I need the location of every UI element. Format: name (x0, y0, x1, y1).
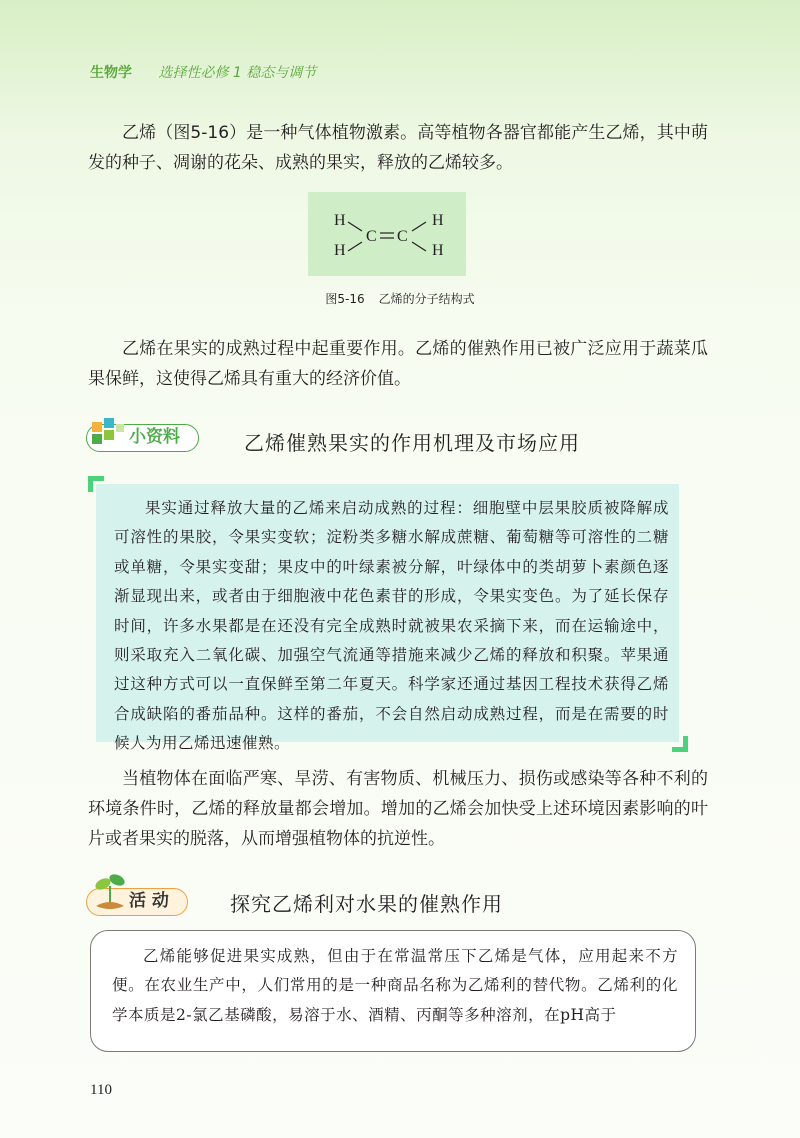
atom-h-bottom-right: H (432, 242, 444, 259)
puzzle-icon (90, 418, 130, 454)
sprout-icon (90, 868, 130, 912)
paragraph-intro: 乙烯（图5-16）是一种气体植物激素。高等植物各器官都能产生乙烯，其中萌发的种子、凋谢的花朵、成熟的果实，释放的乙烯较多。 (88, 123, 708, 173)
figure-number: 图5-16 (325, 292, 365, 306)
corner-top-left (88, 476, 104, 492)
bonds (348, 222, 426, 251)
corner-bottom-right (672, 736, 688, 752)
ethylene-formula (308, 192, 466, 276)
ethylene-structure-diagram (308, 192, 466, 276)
atom-c-left: C (366, 228, 377, 245)
atom-h-bottom-left: H (334, 242, 346, 259)
paragraph-ripening: 乙烯在果实的成熟过程中起重要作用。乙烯的催熟作用已被广泛应用于蔬菜瓜果保鲜，这使得乙烯具有重大的经济价值。 (88, 339, 708, 389)
page-number: 110 (90, 1082, 112, 1098)
info-title: 乙烯催熟果实的作用机理及市场应用 (244, 431, 580, 455)
atom-h-top-right: H (432, 212, 444, 229)
activity-title: 探究乙烯利对水果的催熟作用 (230, 892, 503, 916)
volume-title: 选择性必修 1 稳态与调节 (158, 65, 317, 81)
activity-text: 乙烯能够促进果实成熟，但由于在常温常压下乙烯是气体，应用起来不方便。在农业生产中，人们常用的是一种商品名称为乙烯利的替代物。乙烯利的化学本质是2-氯乙基磷酸，易溶于水、酒精、丙酮等多种溶剂，在pH高于 (112, 947, 678, 1024)
activity-tag-label: 活 动 (86, 888, 188, 916)
info-tag-label: 小资料 (86, 424, 199, 452)
atom-c-right: C (397, 228, 408, 245)
activity-tag (86, 888, 188, 916)
info-tag (86, 424, 199, 452)
figure-caption-text: 乙烯的分子结构式 (378, 292, 475, 306)
book-title: 生物学 (90, 65, 132, 81)
paragraph-stress: 当植物体在面临严寒、旱涝、有害物质、机械压力、损伤或感染等各种不利的环境条件时，乙烯的释放量都会增加。增加的乙烯会加快受上述环境因素影响的叶片或者果实的脱落，从而增强植物体的抗逆性。 (88, 769, 708, 849)
info-text: 果实通过释放大量的乙烯来启动成熟的过程：细胞壁中层果胶质被降解成可溶性的果胶，令果实变软；淀粉类多糖水解成蔗糖、葡萄糖等可溶性的二糖或单糖，令果实变甜；果皮中的叶绿素被分解，叶绿体中的类胡萝卜素颜色逐渐显现出来，或者由于细胞液中花色素苷的形成，令果实变色。为了延长保存时间，许多水果都是在还没有完全成熟时就被果农采摘下来，而在运输途中，则采取充入二氧化碳、加强空气流通等措施来减少乙烯的释放和积聚。苹果通过这种方式可以一直保鲜至第二年夏天。科学家还通过基因工程技术获得乙烯合成缺陷的番茄品种。这样的番茄，不会自然启动成熟过程，而是在需要的时候人为用乙烯迅速催熟。 (114, 499, 669, 753)
atom-h-top-left: H (334, 212, 346, 229)
figure-caption (0, 290, 800, 307)
running-header (90, 62, 316, 82)
